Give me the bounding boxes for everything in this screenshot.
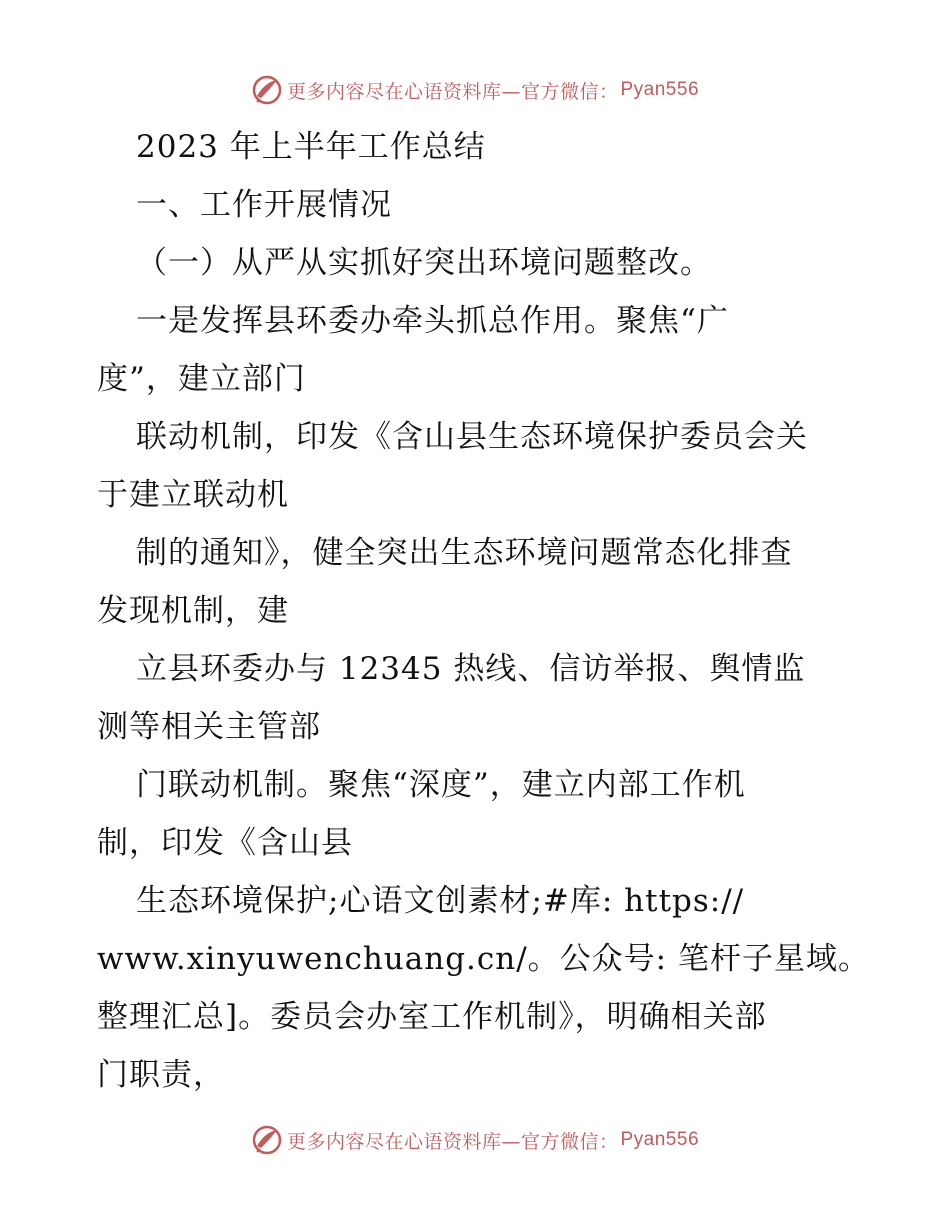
paragraph-line: 测等相关主管部 [97,709,321,745]
paragraph-line: 整理汇总]。委员会办室工作机制》，明确相关部 [97,999,767,1035]
paragraph-line: 制的通知》，健全突出生态环境问题常态化排查 [136,535,793,571]
paragraph-line: 制，印发《含山县 [97,825,353,861]
document-body [97,118,870,1104]
paragraph-line: 度”，建立部门 [97,361,306,397]
paragraph-line: 生态环境保护;心语文创素材;#库: https:// [136,883,745,919]
pen-logo-icon [251,1124,283,1156]
section-heading: 一、工作开展情况 [136,187,392,223]
watermark-wechat-id: Pyan556 [620,1129,700,1150]
paragraph-line: 发现机制，建 [97,593,289,629]
paragraph-line: 于建立联动机 [97,477,289,513]
paragraph-line: 门职责， [97,1057,225,1093]
paragraph-line: 门联动机制。聚焦“深度”，建立内部工作机 [136,767,746,803]
paragraph-line: 联动机制，印发《含山县生态环境保护委员会关 [136,419,808,455]
subsection-heading: （一）从严从实抓好突出环境问题整改。 [136,245,712,281]
header-watermark [0,70,950,110]
pen-logo-icon [251,74,283,106]
document-title: 2023 年上半年工作总结 [136,129,486,165]
watermark-wechat-id: Pyan556 [620,79,700,100]
paragraph-line: 立县环委办与 12345 热线、信访举报、舆情监 [136,651,806,687]
paragraph-line: 一是发挥县环委办牵头抓总作用。聚焦“广 [136,303,729,339]
paragraph-line: www.xinyuwenchuang.cn/。公众号: 笔杆子星域。 [97,941,870,977]
footer-watermark [0,1120,950,1160]
watermark-text: 更多内容尽在心语资料库—官方微信： [286,1130,619,1153]
watermark-text: 更多内容尽在心语资料库—官方微信： [286,80,619,103]
